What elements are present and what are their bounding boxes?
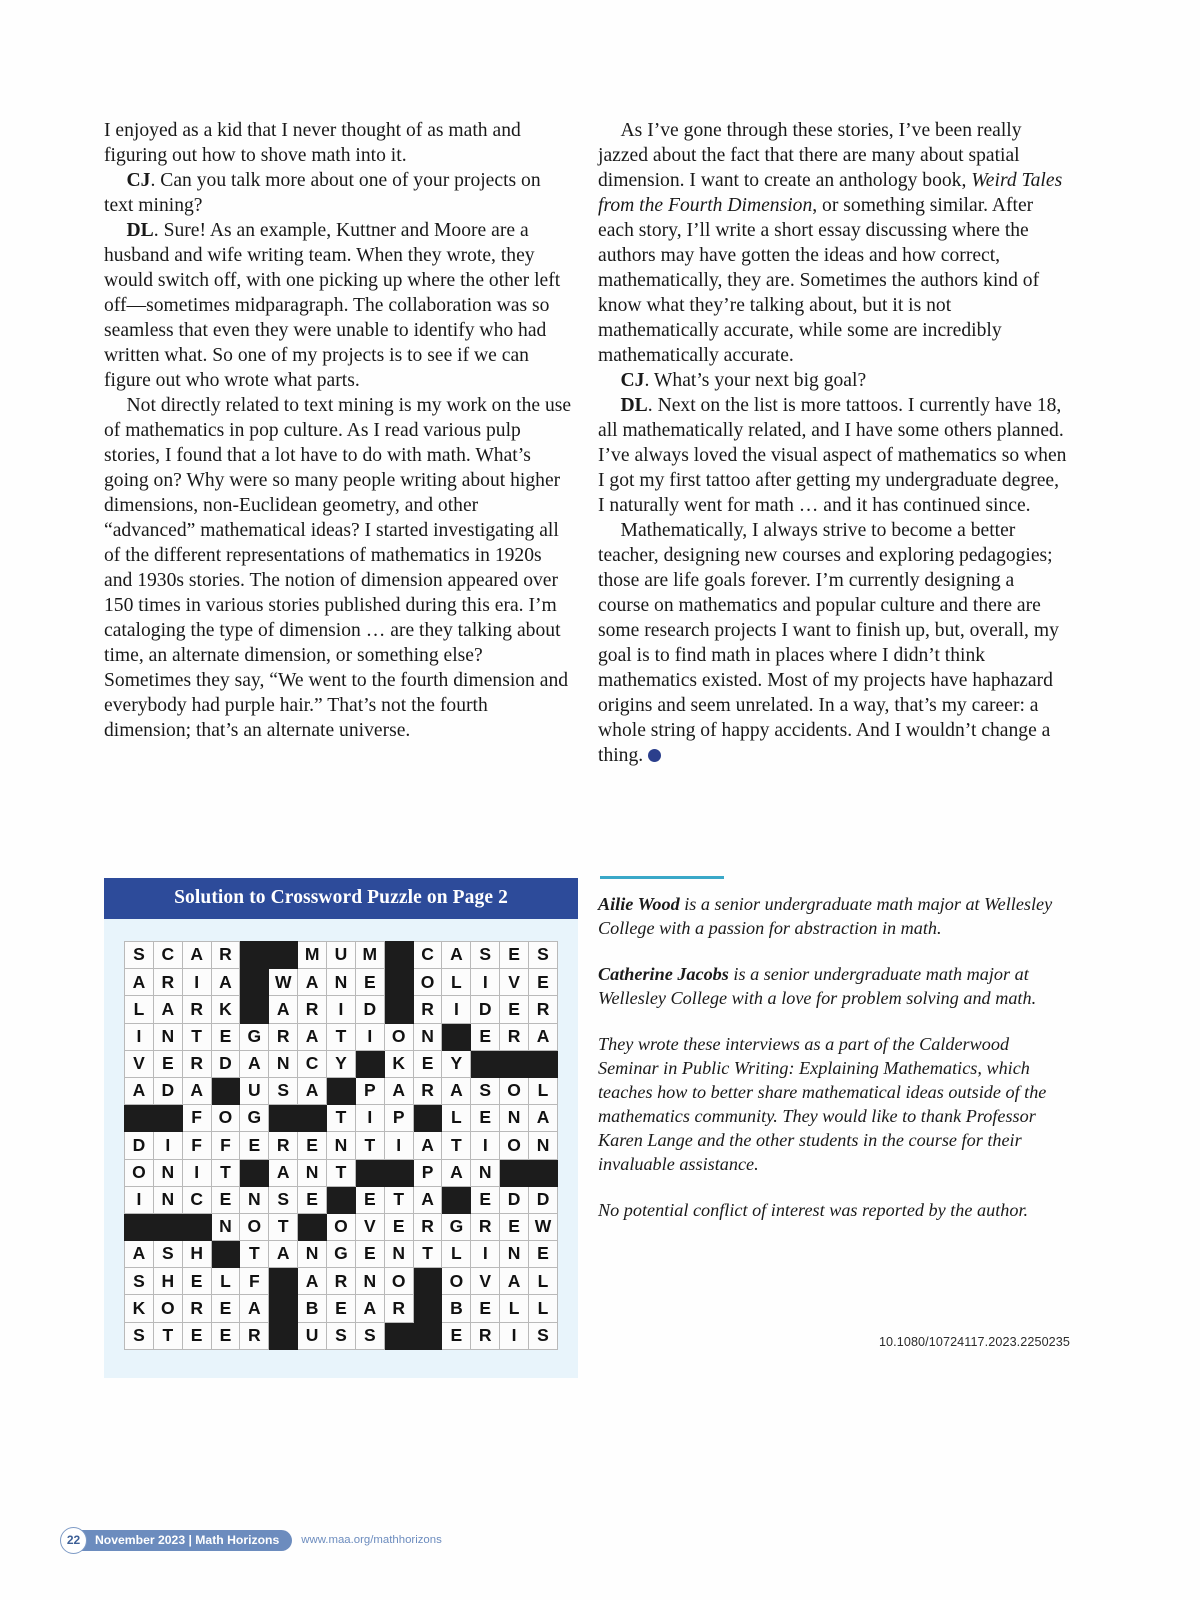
crossword-letter-cell: R: [269, 1132, 298, 1159]
crossword-block-cell: [269, 1295, 298, 1322]
crossword-letter-cell: A: [529, 1105, 558, 1132]
crossword-letter-cell: E: [298, 1186, 327, 1213]
crossword-block-cell: [153, 1213, 182, 1240]
crossword-letter-cell: A: [384, 1077, 413, 1104]
crossword-letter-cell: N: [298, 1241, 327, 1268]
crossword-letter-cell: N: [500, 1105, 529, 1132]
crossword-letter-cell: N: [240, 1186, 269, 1213]
crossword-letter-cell: D: [500, 1186, 529, 1213]
crossword-letter-cell: R: [327, 1268, 356, 1295]
page-footer: [60, 1528, 442, 1552]
crossword-letter-cell: L: [442, 1105, 471, 1132]
crossword-block-cell: [355, 1050, 384, 1077]
crossword-letter-cell: B: [298, 1295, 327, 1322]
footer-page-number: 22: [60, 1527, 87, 1554]
article-paragraph: CJ. Can you talk more about one of your projects on text mining?: [104, 170, 541, 216]
crossword-letter-cell: E: [182, 1322, 211, 1349]
speaker-initials: DL: [620, 395, 648, 416]
speaker-initials: CJ: [620, 370, 645, 391]
crossword-letter-cell: F: [182, 1105, 211, 1132]
crossword-letter-cell: D: [125, 1132, 154, 1159]
crossword-letter-cell: G: [442, 1213, 471, 1240]
crossword-letter-cell: F: [240, 1268, 269, 1295]
crossword-letter-cell: O: [413, 969, 442, 996]
crossword-letter-cell: V: [125, 1050, 154, 1077]
crossword-block-cell: [384, 969, 413, 996]
speaker-initials: CJ: [126, 170, 151, 191]
crossword-letter-cell: E: [211, 1295, 240, 1322]
crossword-letter-cell: S: [471, 1077, 500, 1104]
crossword-letter-cell: N: [355, 1268, 384, 1295]
crossword-letter-cell: T: [327, 1159, 356, 1186]
crossword-letter-cell: A: [240, 1050, 269, 1077]
crossword-letter-cell: D: [355, 996, 384, 1023]
crossword-row: [125, 996, 558, 1023]
crossword-block-cell: [529, 1050, 558, 1077]
crossword-block-cell: [413, 1105, 442, 1132]
crossword-letter-cell: A: [153, 996, 182, 1023]
crossword-letter-cell: L: [500, 1295, 529, 1322]
crossword-letter-cell: N: [500, 1241, 529, 1268]
crossword-letter-cell: T: [384, 1186, 413, 1213]
crossword-row: [125, 1213, 558, 1240]
crossword-letter-cell: T: [327, 1023, 356, 1050]
crossword-row: [125, 942, 558, 969]
crossword-letter-cell: A: [125, 1241, 154, 1268]
crossword-letter-cell: T: [269, 1213, 298, 1240]
crossword-letter-cell: I: [355, 1105, 384, 1132]
crossword-letter-cell: N: [529, 1132, 558, 1159]
crossword-letter-cell: E: [182, 1268, 211, 1295]
crossword-letter-cell: N: [298, 1159, 327, 1186]
crossword-block-cell: [269, 1268, 298, 1295]
crossword-letter-cell: E: [211, 1186, 240, 1213]
crossword-letter-cell: E: [211, 1322, 240, 1349]
crossword-letter-cell: E: [413, 1050, 442, 1077]
crossword-letter-cell: T: [413, 1241, 442, 1268]
crossword-row: [125, 1050, 558, 1077]
crossword-letter-cell: R: [240, 1322, 269, 1349]
crossword-letter-cell: S: [153, 1241, 182, 1268]
crossword-letter-cell: P: [413, 1159, 442, 1186]
crossword-block-cell: [211, 1241, 240, 1268]
article-column-left: [104, 118, 574, 743]
author-bios: [598, 876, 1070, 1244]
crossword-letter-cell: N: [153, 1159, 182, 1186]
crossword-letter-cell: P: [355, 1077, 384, 1104]
crossword-letter-cell: L: [211, 1268, 240, 1295]
crossword-letter-cell: E: [471, 1023, 500, 1050]
crossword-letter-cell: E: [240, 1132, 269, 1159]
crossword-letter-cell: I: [125, 1186, 154, 1213]
crossword-letter-cell: I: [327, 996, 356, 1023]
crossword-letter-cell: M: [355, 942, 384, 969]
crossword-letter-cell: S: [125, 1322, 154, 1349]
crossword-letter-cell: D: [153, 1077, 182, 1104]
crossword-letter-cell: V: [355, 1213, 384, 1240]
crossword-letter-cell: E: [298, 1132, 327, 1159]
crossword-letter-cell: U: [298, 1322, 327, 1349]
crossword-letter-cell: K: [384, 1050, 413, 1077]
crossword-letter-cell: A: [269, 1241, 298, 1268]
bio-paragraph: No potential conflict of interest was reported by the author.: [598, 1200, 1029, 1220]
crossword-letter-cell: E: [471, 1295, 500, 1322]
bio-paragraph: Catherine Jacobs is a senior undergraduate math major at Wellesley College with a love for problem solving and math.: [598, 964, 1037, 1008]
crossword-letter-cell: O: [384, 1023, 413, 1050]
crossword-letter-cell: O: [500, 1132, 529, 1159]
crossword-letter-cell: A: [298, 1023, 327, 1050]
crossword-letter-cell: A: [355, 1295, 384, 1322]
crossword-letter-cell: N: [413, 1023, 442, 1050]
crossword-row: [125, 1241, 558, 1268]
crossword-letter-cell: T: [211, 1159, 240, 1186]
crossword-block-cell: [471, 1050, 500, 1077]
crossword-letter-cell: V: [500, 969, 529, 996]
crossword-letter-cell: E: [471, 1105, 500, 1132]
crossword-letter-cell: A: [298, 1268, 327, 1295]
crossword-letter-cell: A: [442, 1159, 471, 1186]
crossword-row: [125, 1159, 558, 1186]
crossword-letter-cell: A: [413, 1186, 442, 1213]
crossword-letter-cell: W: [529, 1213, 558, 1240]
crossword-letter-cell: A: [211, 969, 240, 996]
crossword-block-cell: [413, 1322, 442, 1349]
crossword-letter-cell: G: [240, 1105, 269, 1132]
crossword-letter-cell: N: [471, 1159, 500, 1186]
crossword-letter-cell: O: [384, 1268, 413, 1295]
crossword-letter-cell: U: [240, 1077, 269, 1104]
crossword-letter-cell: Y: [327, 1050, 356, 1077]
crossword-block-cell: [269, 1322, 298, 1349]
crossword-letter-cell: I: [355, 1023, 384, 1050]
crossword-letter-cell: R: [529, 996, 558, 1023]
crossword-block-cell: [182, 1213, 211, 1240]
crossword-letter-cell: T: [442, 1132, 471, 1159]
article-paragraph: Mathematically, I always strive to become a better teacher, designing new courses and exploring pedagogies; those are life goals forever. I’m currently designing a course on mathematics and popular culture and there are some research projects I want to finish up, but, overall, my goal is to find math in places where I didn’t think mathematics existed. Most of my projects have haphazard origins and seem unrelated. In a way, that’s my career: a whole string of happy accidents. And I wouldn’t change a thing.: [598, 520, 1059, 766]
crossword-letter-cell: N: [327, 969, 356, 996]
crossword-letter-cell: H: [182, 1241, 211, 1268]
bio-paragraph: They wrote these interviews as a part of the Calderwood Seminar in Public Writing: Explaining Mathematics, which teaches how to better share mathematical ideas outside of the mathematics community. They would like to thank Professor Karen Lange and the other students in the course for their invaluable assistance.: [598, 1034, 1047, 1174]
article-paragraph: Not directly related to text mining is my work on the use of mathematics in pop culture. As I read various pulp stories, I found that a lot have to do with math. What’s going on? Why were so many people writing about higher dimensions, non-Euclidean geometry, and other “advanced” mathematical ideas? I started investigating all of the different representations of mathematics in 1920s and 1930s stories. The notion of dimension appeared over 150 times in various stories published during this era. I’m cataloging the type of dimension … are they talking about time, an alternate dimension, or something else? Sometimes they say, “We went to the fourth dimension and everybody had purple hair.” That’s not the fourth dimension; that’s an alternate universe.: [104, 395, 572, 741]
crossword-letter-cell: P: [384, 1105, 413, 1132]
crossword-block-cell: [384, 1322, 413, 1349]
crossword-solution-panel: [104, 878, 578, 1378]
crossword-block-cell: [327, 1186, 356, 1213]
crossword-letter-cell: S: [355, 1322, 384, 1349]
crossword-letter-cell: C: [298, 1050, 327, 1077]
crossword-letter-cell: E: [153, 1050, 182, 1077]
crossword-letter-cell: N: [269, 1050, 298, 1077]
crossword-letter-cell: O: [500, 1077, 529, 1104]
crossword-letter-cell: L: [529, 1268, 558, 1295]
crossword-block-cell: [413, 1268, 442, 1295]
crossword-block-cell: [125, 1105, 154, 1132]
article-column-right: [598, 118, 1068, 768]
crossword-letter-cell: D: [529, 1186, 558, 1213]
crossword-letter-cell: E: [211, 1023, 240, 1050]
crossword-letter-cell: T: [240, 1241, 269, 1268]
crossword-letter-cell: E: [500, 996, 529, 1023]
crossword-letter-cell: R: [298, 996, 327, 1023]
crossword-letter-cell: K: [211, 996, 240, 1023]
crossword-block-cell: [442, 1023, 471, 1050]
crossword-block-cell: [298, 1105, 327, 1132]
crossword-letter-cell: C: [182, 1186, 211, 1213]
crossword-letter-cell: R: [153, 969, 182, 996]
crossword-letter-cell: N: [327, 1132, 356, 1159]
crossword-letter-cell: I: [471, 969, 500, 996]
crossword-letter-cell: R: [413, 1213, 442, 1240]
crossword-letter-cell: F: [211, 1132, 240, 1159]
crossword-letter-cell: S: [269, 1186, 298, 1213]
crossword-letter-cell: A: [125, 969, 154, 996]
crossword-row: [125, 1295, 558, 1322]
crossword-letter-cell: C: [153, 942, 182, 969]
crossword-block-cell: [327, 1077, 356, 1104]
crossword-letter-cell: W: [269, 969, 298, 996]
bio-author-name: Ailie Wood: [598, 894, 680, 914]
crossword-block-cell: [384, 1159, 413, 1186]
crossword-row: [125, 1132, 558, 1159]
crossword-block-cell: [442, 1186, 471, 1213]
crossword-letter-cell: V: [471, 1268, 500, 1295]
crossword-letter-cell: U: [327, 942, 356, 969]
crossword-letter-cell: A: [413, 1132, 442, 1159]
crossword-letter-cell: I: [500, 1322, 529, 1349]
crossword-letter-cell: E: [355, 1241, 384, 1268]
crossword-letter-cell: A: [298, 969, 327, 996]
crossword-letter-cell: G: [327, 1241, 356, 1268]
crossword-letter-cell: O: [327, 1213, 356, 1240]
crossword-letter-cell: C: [413, 942, 442, 969]
crossword-letter-cell: I: [471, 1132, 500, 1159]
crossword-letter-cell: I: [442, 996, 471, 1023]
article-paragraph: DL. Sure! As an example, Kuttner and Moore are a husband and wife writing team. When they wrote, they would switch off, with one picking up where the other left off—sometimes midparagraph. The collaboration was so seamless that even they were unable to identify who had written what. So one of my projects is to see if we can figure out who wrote what parts.: [104, 220, 561, 391]
crossword-letter-cell: O: [125, 1159, 154, 1186]
crossword-letter-cell: A: [529, 1023, 558, 1050]
crossword-letter-cell: S: [269, 1077, 298, 1104]
crossword-letter-cell: A: [442, 1077, 471, 1104]
crossword-block-cell: [125, 1213, 154, 1240]
article-paragraph: As I’ve gone through these stories, I’ve been really jazzed about the fact that there are many about spatial dimension. I want to create an anthology book, Weird Tales from the Fourth Dimension, or something similar. After each story, I’ll write a short essay discussing where the authors may have gotten the ideas and how correct, mathematically, they are. Sometimes the authors kind of know what they’re talking about, but it is not mathematically accurate, while some are incredibly mathematically accurate.: [598, 120, 1063, 366]
crossword-letter-cell: O: [211, 1105, 240, 1132]
article-paragraph: I enjoyed as a kid that I never thought of as math and figuring out how to shove math into it.: [104, 120, 521, 166]
end-of-article-mark: [648, 749, 661, 762]
crossword-letter-cell: D: [471, 996, 500, 1023]
crossword-letter-cell: L: [442, 969, 471, 996]
crossword-letter-cell: E: [529, 969, 558, 996]
crossword-letter-cell: R: [413, 996, 442, 1023]
crossword-letter-cell: L: [442, 1241, 471, 1268]
bio-author-name: Catherine Jacobs: [598, 964, 729, 984]
crossword-letter-cell: T: [355, 1132, 384, 1159]
crossword-block-cell: [153, 1105, 182, 1132]
crossword-letter-cell: A: [500, 1268, 529, 1295]
speaker-initials: DL: [126, 220, 154, 241]
crossword-letter-cell: R: [182, 996, 211, 1023]
crossword-letter-cell: T: [182, 1023, 211, 1050]
crossword-letter-cell: I: [182, 1159, 211, 1186]
crossword-letter-cell: R: [500, 1023, 529, 1050]
crossword-letter-cell: A: [182, 942, 211, 969]
crossword-grid: [124, 941, 558, 1350]
crossword-letter-cell: T: [153, 1322, 182, 1349]
crossword-letter-cell: A: [182, 1077, 211, 1104]
crossword-letter-cell: O: [153, 1295, 182, 1322]
crossword-row: [125, 1077, 558, 1104]
article-paragraph: CJ. What’s your next big goal?: [620, 370, 867, 391]
crossword-letter-cell: R: [182, 1050, 211, 1077]
crossword-letter-cell: L: [529, 1077, 558, 1104]
book-title: Weird Tales from the Fourth Dimension: [598, 170, 1063, 216]
crossword-letter-cell: E: [500, 942, 529, 969]
crossword-block-cell: [240, 1159, 269, 1186]
crossword-grid-wrapper: [104, 919, 578, 1378]
crossword-panel-title: Solution to Crossword Puzzle on Page 2: [104, 878, 578, 919]
crossword-letter-cell: A: [269, 996, 298, 1023]
crossword-block-cell: [240, 996, 269, 1023]
crossword-letter-cell: O: [442, 1268, 471, 1295]
crossword-letter-cell: G: [240, 1023, 269, 1050]
crossword-block-cell: [211, 1077, 240, 1104]
crossword-letter-cell: R: [384, 1295, 413, 1322]
crossword-row: [125, 1322, 558, 1349]
crossword-letter-cell: R: [269, 1023, 298, 1050]
crossword-letter-cell: E: [327, 1295, 356, 1322]
crossword-letter-cell: T: [327, 1105, 356, 1132]
crossword-letter-cell: A: [240, 1295, 269, 1322]
crossword-row: [125, 1023, 558, 1050]
crossword-letter-cell: R: [182, 1295, 211, 1322]
crossword-row: [125, 1268, 558, 1295]
crossword-letter-cell: I: [153, 1132, 182, 1159]
crossword-letter-cell: A: [442, 942, 471, 969]
crossword-letter-cell: I: [384, 1132, 413, 1159]
crossword-letter-cell: L: [125, 996, 154, 1023]
crossword-block-cell: [269, 1105, 298, 1132]
crossword-letter-cell: Y: [442, 1050, 471, 1077]
crossword-letter-cell: M: [298, 942, 327, 969]
crossword-block-cell: [529, 1159, 558, 1186]
crossword-letter-cell: E: [355, 969, 384, 996]
crossword-letter-cell: N: [153, 1186, 182, 1213]
crossword-row: [125, 1186, 558, 1213]
crossword-letter-cell: N: [384, 1241, 413, 1268]
crossword-block-cell: [240, 969, 269, 996]
crossword-letter-cell: R: [413, 1077, 442, 1104]
crossword-letter-cell: E: [500, 1213, 529, 1240]
crossword-letter-cell: E: [355, 1186, 384, 1213]
crossword-block-cell: [240, 942, 269, 969]
crossword-letter-cell: N: [211, 1213, 240, 1240]
doi-text: 10.1080/10724117.2023.2250235: [878, 1335, 1070, 1349]
crossword-block-cell: [298, 1213, 327, 1240]
crossword-letter-cell: R: [471, 1213, 500, 1240]
crossword-letter-cell: L: [529, 1295, 558, 1322]
crossword-letter-cell: S: [529, 942, 558, 969]
crossword-row: [125, 1105, 558, 1132]
crossword-block-cell: [500, 1050, 529, 1077]
crossword-letter-cell: S: [327, 1322, 356, 1349]
crossword-letter-cell: D: [211, 1050, 240, 1077]
crossword-letter-cell: R: [471, 1322, 500, 1349]
crossword-letter-cell: A: [298, 1077, 327, 1104]
crossword-block-cell: [355, 1159, 384, 1186]
crossword-letter-cell: K: [125, 1295, 154, 1322]
crossword-letter-cell: I: [125, 1023, 154, 1050]
article-paragraph: DL. Next on the list is more tattoos. I currently have 18, all mathematically related, and I have some others planned. I’ve always loved the visual aspect of mathematics so when I got my first tattoo after getting my undergraduate degree, I naturally went for math … and it has continued since.: [598, 395, 1067, 516]
crossword-letter-cell: A: [125, 1077, 154, 1104]
crossword-letter-cell: E: [384, 1213, 413, 1240]
bio-divider-rule: [600, 876, 724, 879]
crossword-block-cell: [384, 996, 413, 1023]
crossword-letter-cell: S: [125, 1268, 154, 1295]
crossword-letter-cell: N: [153, 1023, 182, 1050]
crossword-row: [125, 969, 558, 996]
crossword-letter-cell: I: [471, 1241, 500, 1268]
crossword-letter-cell: E: [529, 1241, 558, 1268]
crossword-letter-cell: I: [182, 969, 211, 996]
crossword-letter-cell: S: [529, 1322, 558, 1349]
crossword-letter-cell: B: [442, 1295, 471, 1322]
crossword-letter-cell: R: [211, 942, 240, 969]
crossword-letter-cell: E: [442, 1322, 471, 1349]
footer-url[interactable]: www.maa.org/mathhorizons: [301, 1534, 442, 1546]
crossword-letter-cell: A: [269, 1159, 298, 1186]
footer-issue-label: November 2023 | Math Horizons: [78, 1530, 292, 1551]
crossword-block-cell: [384, 942, 413, 969]
crossword-letter-cell: F: [182, 1132, 211, 1159]
bio-paragraph: Ailie Wood is a senior undergraduate math major at Wellesley College with a passion for abstraction in math.: [598, 894, 1053, 938]
crossword-letter-cell: E: [471, 1186, 500, 1213]
crossword-letter-cell: S: [125, 942, 154, 969]
crossword-letter-cell: S: [471, 942, 500, 969]
crossword-letter-cell: H: [153, 1268, 182, 1295]
crossword-block-cell: [413, 1295, 442, 1322]
crossword-letter-cell: O: [240, 1213, 269, 1240]
crossword-block-cell: [500, 1159, 529, 1186]
crossword-block-cell: [269, 942, 298, 969]
